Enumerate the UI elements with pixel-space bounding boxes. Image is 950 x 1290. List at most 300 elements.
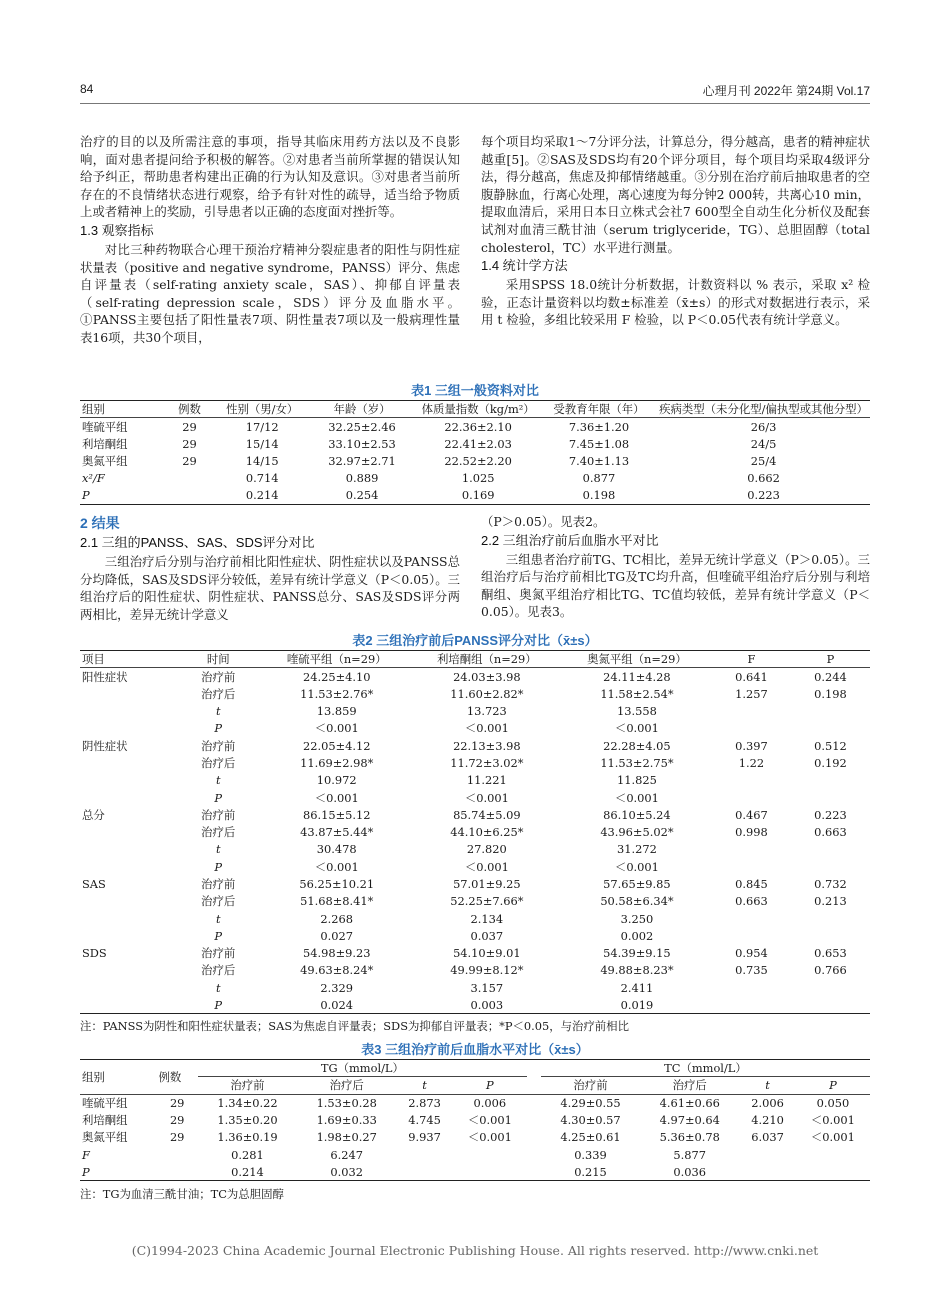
t2-cell: 86.10±5.24	[603, 807, 671, 822]
table-row	[80, 996, 870, 1013]
t3-cell: ＜0.001	[467, 1113, 512, 1128]
table3	[80, 1059, 870, 1181]
t2-cell: ＜0.001	[314, 859, 359, 874]
t2-cell: 11.825	[616, 773, 657, 788]
t2-cell: 0.732	[814, 877, 847, 891]
table-row	[80, 487, 870, 504]
t2-cell	[791, 910, 870, 927]
table-row	[80, 927, 870, 944]
t2-cell: P	[214, 928, 223, 943]
table1-caption: 表1 三组一般资料对比	[411, 383, 539, 398]
t1-cell: 利培酮组	[82, 436, 128, 451]
t1-header: 体质量指数（kg/m²）	[421, 402, 535, 417]
table-row	[80, 737, 870, 754]
t2-cell: SAS	[82, 877, 106, 891]
t3-gap-cell	[527, 1146, 541, 1163]
t3-cell	[796, 1146, 870, 1163]
t2-cell: 49.63±8.24*	[300, 963, 374, 978]
t3-cell: 喹硫平组	[82, 1095, 128, 1110]
t1-cell: 17/12	[245, 419, 279, 434]
table-row	[80, 668, 870, 685]
t3-cell: 4.97±0.64	[659, 1113, 720, 1128]
t2-cell: 0.954	[735, 946, 768, 961]
results-paragraph-2: 三组患者治疗前TG、TC相比，差异无统计学意义（P＞0.05）。三组治疗后与治疗前相比TG及TC均升高，但喹硫平组治疗后分别与利培酮组、奥氮平组治疗相比TG、TC值均较低，差异有统计学意义（P＜0.05）。见表3。	[481, 551, 870, 620]
table-row	[80, 875, 870, 892]
t3-gap-cell	[527, 1163, 541, 1180]
table-row	[80, 910, 870, 927]
table-row	[80, 720, 870, 737]
t2-cell	[791, 772, 870, 789]
t1-cell: 24/5	[750, 436, 777, 451]
t2-cell: t	[215, 911, 221, 926]
t1-header: 疾病类型（未分化型/偏执型或其他分型）	[659, 402, 868, 417]
t3-gap-cell	[527, 1094, 541, 1111]
journal-info: 心理月刊 2022年 第24期 Vol.17	[702, 84, 870, 98]
t2-cell: 0.244	[814, 669, 847, 684]
t2-cell	[712, 772, 791, 789]
t2-cell: ＜0.001	[464, 859, 509, 874]
t3-cell	[396, 1146, 453, 1163]
t3-cell: 1.98±0.27	[316, 1130, 377, 1145]
t2-cell: 54.98±9.23	[302, 946, 371, 961]
t2-cell: 阳性症状	[82, 669, 128, 684]
t3-cell: 0.215	[574, 1164, 607, 1179]
t2-cell: 86.15±5.12	[302, 807, 371, 822]
t1-cell: x²/F	[82, 471, 105, 486]
t1-cell: 7.40±1.13	[568, 454, 630, 469]
table3-caption: 表3 三组治疗前后血脂水平对比（x̄±s）	[361, 1042, 589, 1057]
table-row	[80, 1146, 870, 1163]
table-row	[80, 893, 870, 910]
t2-cell	[80, 910, 175, 927]
t2-cell: 13.558	[616, 704, 657, 719]
t3-cell: 0.036	[673, 1164, 707, 1179]
t3-cell	[157, 1163, 198, 1180]
t3-cell: 0.214	[231, 1164, 264, 1179]
t2-cell: 11.69±2.98*	[300, 755, 374, 770]
results-right	[481, 513, 870, 621]
t2-cell: 24.11±4.28	[603, 669, 671, 684]
t2-cell: 0.766	[814, 963, 847, 978]
t1-cell: 0.254	[345, 488, 379, 503]
t2-cell	[791, 927, 870, 944]
t1-cell: 25/4	[750, 454, 777, 469]
t2-cell: 2.329	[320, 980, 354, 995]
t2-cell: 0.663	[735, 894, 768, 909]
table-row	[80, 1094, 870, 1111]
t2-cell: t	[215, 980, 221, 995]
t2-cell: 43.96±5.02*	[600, 825, 674, 840]
table2	[80, 650, 870, 1014]
t1-cell: 15/14	[245, 436, 279, 451]
t2-cell: 50.58±6.34*	[600, 894, 674, 909]
t2-cell	[80, 962, 175, 979]
results-paragraph-1: 三组治疗后分别与治疗前相比阳性症状、阴性症状以及PANSS总分均降低，SAS及SDS评分较低，差异有统计学意义（P＜0.05）。三组治疗后的阳性症状、阴性症状、PANSS总分、SAS及SDS评分两两相比，差异无统计学意义	[80, 554, 460, 622]
t2-header: 奥氮平组（n=29）	[587, 652, 687, 667]
t2-cell	[80, 979, 175, 996]
table-row	[80, 1163, 870, 1180]
t2-cell: 0.663	[814, 825, 847, 840]
table-row	[80, 754, 870, 771]
t2-header: 项目	[82, 652, 105, 667]
t2-cell: 1.22	[738, 755, 765, 770]
right-column	[481, 133, 870, 329]
table-row	[80, 841, 870, 858]
t2-cell: 57.65±9.85	[603, 877, 671, 891]
t2-cell: P	[214, 790, 223, 805]
t1-header: 性别（男/女）	[226, 402, 299, 417]
t3-cell: ＜0.001	[467, 1130, 512, 1145]
t1-cell: 14/15	[245, 454, 279, 469]
t3-subheader: t	[422, 1078, 427, 1093]
table-row	[80, 962, 870, 979]
t2-cell	[80, 927, 175, 944]
t3-cell	[453, 1146, 527, 1163]
t2-cell: 22.05±4.12	[302, 738, 371, 753]
t2-cell: 治疗后	[201, 825, 236, 840]
t1-header: 组别	[82, 402, 105, 417]
t2-cell: 11.60±2.82*	[450, 686, 524, 701]
t3-cell: 4.29±0.55	[560, 1095, 621, 1110]
t2-cell: 0.027	[320, 928, 354, 943]
left-column	[80, 133, 460, 347]
t3-cell	[453, 1163, 527, 1180]
table-row	[80, 452, 870, 469]
t2-cell: 0.037	[470, 928, 504, 943]
t3-cell	[739, 1163, 796, 1180]
t1-cell: 29	[182, 419, 197, 434]
t3-cell: 4.30±0.57	[560, 1113, 621, 1128]
table-row	[80, 858, 870, 875]
t2-header: F	[747, 652, 756, 667]
results-paragraph-1-cont: （P＞0.05）。见表2。	[481, 514, 606, 529]
t2-cell: 2.134	[470, 911, 504, 926]
table-row	[80, 772, 870, 789]
table2-note: 注：PANSS为阴性和阳性症状量表；SAS为焦虑自评量表；SDS为抑郁自评量表；*P＜0.05，与治疗前相比	[80, 1019, 629, 1033]
t2-cell: 3.157	[470, 980, 504, 995]
t3-h-tc: TC（mmol/L）	[541, 1060, 870, 1077]
section-1-4-heading: 1.4 统计学方法	[481, 258, 568, 274]
t1-cell: 7.36±1.20	[568, 419, 630, 434]
t1-cell: 33.10±2.53	[328, 436, 396, 451]
t2-cell	[791, 979, 870, 996]
t2-cell: 56.25±10.21	[299, 877, 375, 891]
table-row	[80, 435, 870, 452]
t2-cell: ＜0.001	[314, 790, 359, 805]
t2-cell: 24.25±4.10	[302, 669, 371, 684]
t2-cell: 治疗前	[201, 877, 236, 891]
t3-cell: 1.35±0.20	[217, 1113, 278, 1128]
t2-cell: 54.39±9.15	[603, 946, 671, 961]
t2-cell	[712, 841, 791, 858]
t2-cell	[712, 720, 791, 737]
t1-cell: 0.877	[582, 471, 616, 486]
t2-cell	[791, 841, 870, 858]
t2-cell: 治疗后	[201, 755, 236, 770]
t2-cell	[80, 720, 175, 737]
t1-cell: 22.41±2.03	[444, 436, 512, 451]
t2-cell: P	[214, 997, 223, 1012]
t3-cell: ＜0.001	[810, 1130, 855, 1145]
t2-cell	[712, 910, 791, 927]
t3-cell: 0.339	[574, 1147, 607, 1162]
section-1-3-heading: 1.3 观察指标	[80, 222, 154, 238]
table1	[80, 400, 870, 505]
t2-cell: ＜0.001	[314, 721, 359, 736]
section-2-1-heading: 2.1 三组的PANSS、SAS、SDS评分对比	[80, 535, 315, 550]
table-row	[80, 1129, 870, 1146]
t2-cell	[80, 772, 175, 789]
right-paragraph-2: 采用SPSS 18.0统计分析数据，计数资料以 % 表示，采取 x² 检验，正态计量资料以均数±标准差（x̄±s）的形式对数据进行表示，采用 t 检验，多组比较采用 F 检验，以 P＜0.05代表有统计学意义。	[481, 277, 870, 328]
t2-cell: 1.257	[735, 686, 768, 701]
t2-cell: 54.10±9.01	[453, 946, 521, 961]
t3-cell: 2.006	[751, 1095, 784, 1110]
t2-cell	[80, 893, 175, 910]
t2-cell	[712, 858, 791, 875]
t3-cell: 0.032	[330, 1164, 363, 1179]
t1-cell: 1.025	[461, 471, 495, 486]
table-row	[80, 418, 870, 435]
t2-cell: 11.72±3.02*	[450, 755, 524, 770]
t3-cell	[396, 1163, 453, 1180]
t3-cell: 0.050	[816, 1095, 850, 1110]
t2-cell: 27.820	[466, 842, 507, 857]
section-2-2-heading: 2.2 三组治疗前后血脂水平对比	[481, 532, 659, 548]
t3-cell: 2.873	[408, 1095, 441, 1110]
t2-cell: 治疗前	[201, 807, 236, 822]
t1-cell: 26/3	[750, 419, 777, 434]
t2-cell	[712, 702, 791, 719]
t2-cell	[791, 858, 870, 875]
t2-cell: 44.10±6.25*	[450, 825, 524, 840]
table-row	[80, 979, 870, 996]
t2-cell: 11.53±2.75*	[600, 755, 674, 770]
t2-cell: 治疗后	[201, 894, 236, 909]
t1-cell	[163, 470, 215, 487]
t3-subheader: 治疗后	[329, 1078, 364, 1093]
t1-cell: 0.223	[747, 488, 780, 503]
t3-cell: 9.937	[408, 1130, 441, 1145]
t3-cell: 5.36±0.78	[659, 1130, 720, 1145]
t1-cell: 0.662	[747, 471, 780, 486]
t3-cell: 1.36±0.19	[217, 1130, 278, 1145]
t3-subheader: 治疗后	[672, 1078, 707, 1093]
left-paragraph-1: 治疗的目的以及所需注意的事项，指导其临床用药方法以及不良影响，面对患者提问给予积极的解答。②对患者当前所掌握的错误认知给予纠正，帮助患者构建出正确的行为认知及意识。③对患者当前所存在的不良情绪状态进行观察，给予有针对性的疏导，适当给予物质上或者精神上的奖励，引导患者以正确的态度面对挫折等。	[80, 134, 460, 220]
t2-cell: 13.723	[466, 704, 507, 719]
t2-cell: 治疗后	[201, 963, 236, 978]
right-paragraph-1: 每个项目均采取1～7分评分法，计算总分，得分越高，患者的精神症状越重[5]。②SAS及SDS均有20个评分项目，每个项目均采取4级评分法，得分越高，焦虑及抑郁情绪越重。③分别在治疗前后抽取患者的空腹静脉血，行离心处理，离心速度为每分钟2 000转，共离心10 min，提取血清后，采用日本日立株式会社7 600型全自动生化分析仪及配套试剂对血清三酰甘油（serum triglyceride，TG）、总胆固醇（total cholesterol，TC）水平进行测量。	[481, 134, 870, 255]
t2-header: 利培酮组（n=29）	[436, 652, 537, 667]
t2-cell: 0.735	[735, 963, 768, 978]
table2-caption: 表2 三组治疗前后PANSS评分对比（x̄±s）	[352, 633, 598, 648]
t2-cell: ＜0.001	[464, 721, 509, 736]
t2-cell	[80, 685, 175, 702]
t2-cell: P	[214, 721, 223, 736]
t3-cell: P	[82, 1164, 90, 1179]
t2-cell	[712, 996, 791, 1013]
t1-cell: 0.889	[345, 471, 379, 486]
t3-cell: F	[82, 1147, 90, 1162]
t2-cell: 11.221	[466, 773, 507, 788]
t2-header: 喹硫平组（n=29）	[286, 652, 387, 667]
t3-cell: 4.61±0.66	[659, 1095, 720, 1110]
t2-cell: 治疗前	[201, 669, 236, 684]
t2-cell: 11.53±2.76*	[300, 686, 374, 701]
t2-cell: 31.272	[616, 842, 657, 857]
table-row	[80, 789, 870, 806]
t2-cell	[80, 996, 175, 1013]
t2-cell	[80, 702, 175, 719]
t3-cell: 4.25±0.61	[560, 1130, 621, 1145]
t2-cell: 0.213	[814, 894, 847, 909]
t2-cell: 阴性症状	[82, 738, 128, 753]
t3-cell: 0.006	[473, 1095, 507, 1110]
t2-cell: 治疗后	[201, 686, 236, 701]
t2-cell: 0.003	[470, 997, 504, 1012]
t1-header: 受教育年限（年）	[553, 402, 645, 417]
t3-cell: 1.34±0.22	[217, 1095, 278, 1110]
t1-cell: P	[82, 488, 90, 503]
table-row	[80, 823, 870, 840]
t2-cell: 总分	[82, 807, 105, 822]
t3-cell: 0.281	[231, 1147, 264, 1162]
t2-cell: 22.13±3.98	[453, 738, 521, 753]
t3-h-n: 例数	[157, 1060, 198, 1095]
t1-cell: 7.45±1.08	[568, 436, 630, 451]
t2-cell: 0.512	[814, 738, 847, 753]
t1-cell: 22.52±2.20	[444, 454, 512, 469]
t2-cell: 43.87±5.44*	[300, 825, 374, 840]
table-row	[80, 702, 870, 719]
left-paragraph-2: 对比三种药物联合心理干预治疗精神分裂症患者的阳性与阴性症状量表（positive and negative syndrome，PANSS）评分、焦虑自评量表（self-rating anxiety scale，SAS）、抑郁自评量表（self-rating depression scale，SDS）评分及血脂水平。①PANSS主要包括了阳性量表7项、阴性量表7项以及一般病理性量表16项，共30个项目，	[80, 241, 460, 345]
t2-cell: 0.223	[814, 807, 847, 822]
t2-cell: ＜0.001	[464, 790, 509, 805]
t2-cell: 11.58±2.54*	[600, 686, 674, 701]
t1-cell: 32.25±2.46	[328, 419, 396, 434]
t2-cell	[791, 996, 870, 1013]
t3-subheader: 治疗前	[230, 1078, 265, 1093]
t1-cell: 29	[182, 436, 197, 451]
t3-gap-cell	[527, 1129, 541, 1146]
t3-cell: 29	[169, 1095, 185, 1110]
t3-cell: 29	[169, 1130, 185, 1145]
t2-cell: 0.641	[735, 669, 768, 684]
t3-cell	[796, 1163, 870, 1180]
t2-cell: 49.88±8.23*	[600, 963, 674, 978]
t3-subheader: P	[486, 1078, 494, 1093]
copyright-footer: (C)1994-2023 China Academic Journal Electronic Publishing House. All rights reserved. http://www.cnki.net	[131, 1243, 819, 1258]
t3-cell	[739, 1146, 796, 1163]
t2-cell	[791, 789, 870, 806]
t2-header: 时间	[206, 652, 230, 667]
t2-cell: 57.01±9.25	[453, 877, 521, 891]
t3-cell: 5.877	[673, 1147, 707, 1162]
table-row	[80, 945, 870, 962]
t3-cell: 1.53±0.28	[316, 1095, 377, 1110]
t2-cell: 13.859	[316, 704, 357, 719]
t2-cell: ＜0.001	[614, 859, 659, 874]
results-heading: 2 结果	[80, 515, 120, 531]
t2-cell: 0.002	[620, 928, 654, 943]
t3-subheader: 治疗前	[573, 1078, 608, 1093]
t2-cell: 0.653	[814, 946, 847, 961]
t2-cell: ＜0.001	[614, 721, 659, 736]
table-row	[80, 470, 870, 487]
t2-cell	[80, 789, 175, 806]
t3-subheader: t	[765, 1078, 770, 1093]
t3-gap-cell	[527, 1111, 541, 1128]
t2-cell: t	[215, 842, 221, 857]
t1-header: 例数	[178, 402, 201, 417]
t1-cell: 0.169	[461, 488, 495, 503]
t3-cell: 1.69±0.33	[316, 1113, 377, 1128]
t2-cell	[80, 858, 175, 875]
t2-cell: 0.198	[814, 686, 847, 701]
t2-cell: 3.250	[620, 911, 654, 926]
t1-cell: 29	[182, 454, 197, 469]
t2-cell: 0.024	[320, 997, 354, 1012]
t2-cell: 30.478	[316, 842, 357, 857]
header-rule	[80, 103, 870, 104]
t3-cell: 利培酮组	[82, 1113, 128, 1128]
t3-gap	[527, 1060, 541, 1095]
t1-cell: 22.36±2.10	[444, 419, 512, 434]
t2-cell: 0.998	[735, 825, 768, 840]
t1-cell: 奥氮平组	[82, 454, 128, 469]
t2-cell: 22.28±4.05	[603, 738, 671, 753]
t3-cell	[157, 1146, 198, 1163]
t3-h-group: 组别	[80, 1060, 157, 1095]
t2-cell: P	[214, 859, 223, 874]
t1-cell: 32.97±2.71	[328, 454, 396, 469]
t2-cell: 2.411	[620, 980, 654, 995]
t2-cell: 52.25±7.66*	[450, 894, 524, 909]
t1-header: 年龄（岁）	[333, 402, 391, 417]
t2-cell	[80, 823, 175, 840]
t2-cell: 0.019	[620, 997, 654, 1012]
t2-cell	[80, 754, 175, 771]
t2-cell: t	[215, 704, 221, 719]
t2-cell: SDS	[82, 946, 107, 961]
t3-cell: ＜0.001	[810, 1113, 855, 1128]
t2-cell: 治疗前	[201, 738, 236, 753]
t2-cell	[791, 702, 870, 719]
t3-cell: 4.210	[751, 1113, 784, 1128]
t3-h-tg: TG（mmol/L）	[198, 1060, 527, 1077]
table-row	[80, 1111, 870, 1128]
t2-cell: 0.467	[735, 807, 768, 822]
t2-cell: t	[215, 773, 221, 788]
t1-cell: 0.714	[245, 471, 279, 486]
t3-cell: 奥氮平组	[82, 1130, 128, 1145]
t2-cell	[712, 927, 791, 944]
t2-cell	[712, 979, 791, 996]
table3-note: 注：TG为血清三酰甘油；TC为总胆固醇	[80, 1187, 284, 1201]
t3-cell: 29	[169, 1113, 185, 1128]
t2-header: P	[826, 652, 835, 667]
t2-cell	[791, 720, 870, 737]
results-left	[80, 513, 460, 623]
table-row	[80, 685, 870, 702]
page-number: 84	[80, 82, 94, 96]
t2-cell: 85.74±5.09	[453, 807, 521, 822]
t2-cell: 2.268	[320, 911, 354, 926]
t2-cell: ＜0.001	[614, 790, 659, 805]
page-header	[80, 82, 870, 102]
t2-cell	[80, 841, 175, 858]
t2-cell: 0.397	[735, 738, 768, 753]
t2-cell: 49.99±8.12*	[450, 963, 524, 978]
